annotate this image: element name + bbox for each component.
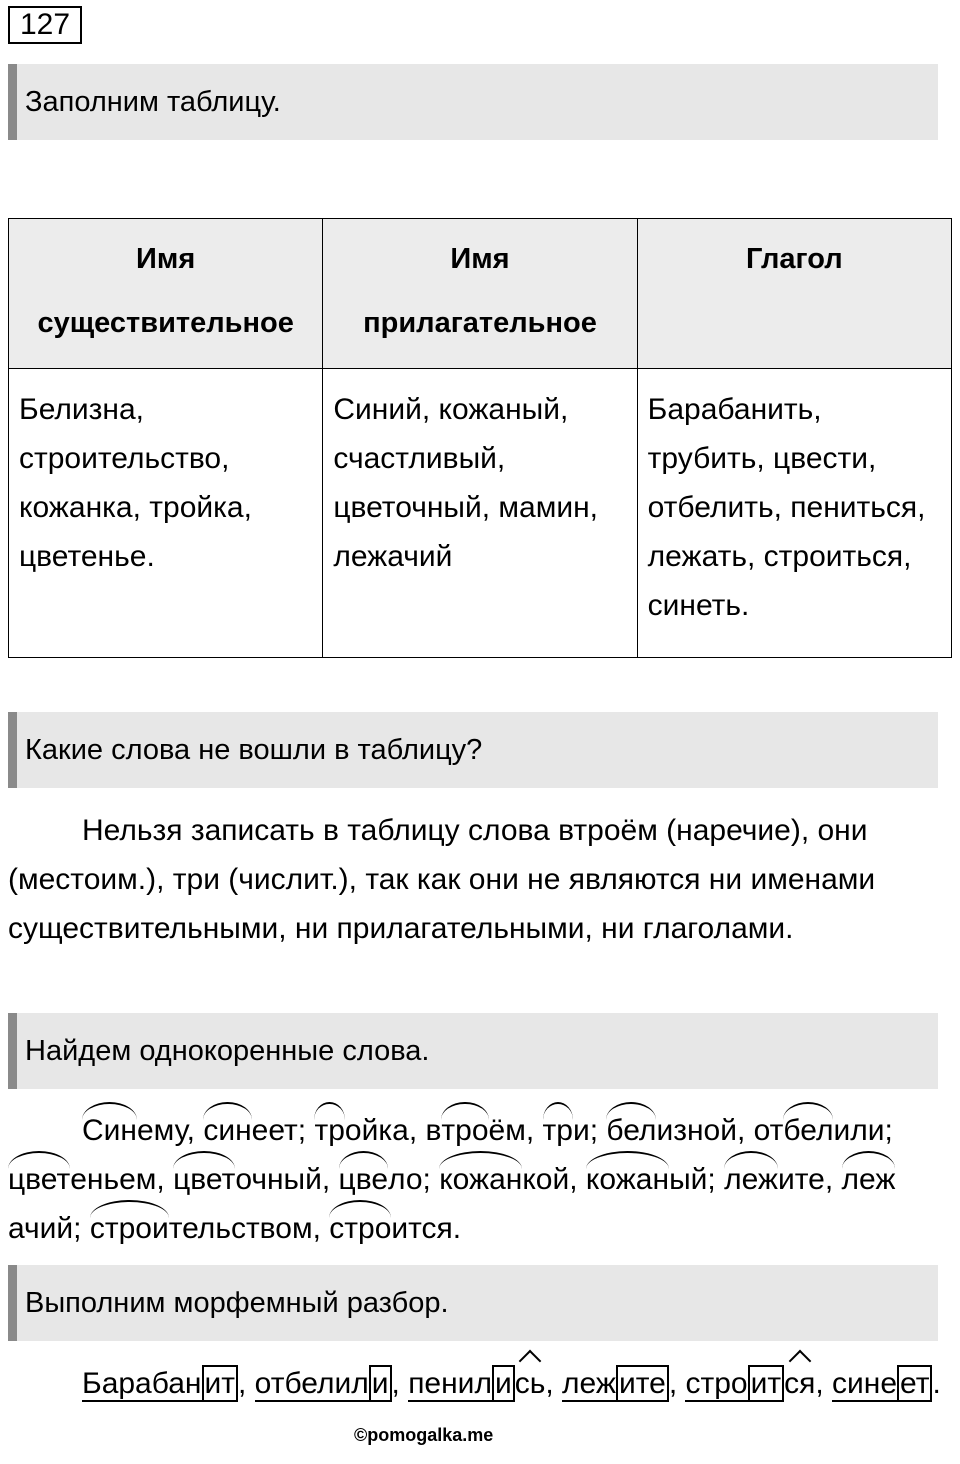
same-root-word: [425, 1114, 525, 1147]
word-rest: или: [833, 1114, 885, 1147]
word-separator: ;: [884, 1114, 893, 1147]
word-root: кожан: [586, 1155, 669, 1204]
word-root: син: [203, 1106, 251, 1155]
word-ending: и: [369, 1365, 392, 1402]
cell-nouns: Белизна, строительство, кожанка, тройка, цветенье.: [9, 369, 323, 658]
word-rest: и: [572, 1114, 590, 1147]
word-root: строи: [90, 1204, 169, 1253]
same-root-word: [329, 1212, 453, 1245]
word-rest: ойка: [344, 1114, 409, 1147]
word-separator: ;: [422, 1163, 440, 1196]
word-root: кожан: [439, 1155, 522, 1204]
morpheme-words: [8, 1359, 948, 1408]
morpheme-word: [562, 1365, 669, 1402]
word-prefix: в: [425, 1114, 442, 1147]
word-separator: ,: [156, 1163, 174, 1196]
word-separator: ,: [736, 1114, 754, 1147]
word-separator: ;: [73, 1212, 90, 1245]
word-separator: ,: [815, 1367, 833, 1400]
word-rest: кой: [522, 1163, 570, 1196]
morpheme-word: [685, 1367, 815, 1400]
same-root-words: [8, 1106, 948, 1253]
morpheme-word: [408, 1367, 545, 1400]
word-root: бел: [783, 1106, 833, 1155]
word-rest: изной: [656, 1114, 737, 1147]
section-title-same-root: Найдем однокоренные слова.: [8, 1013, 938, 1089]
word-ending: ите: [616, 1365, 669, 1402]
table-header-row: [9, 219, 952, 369]
word-stem: сине: [832, 1367, 898, 1400]
word-separator: .: [932, 1367, 941, 1400]
header-noun: Имя существительное: [9, 219, 323, 369]
word-postfix: ся: [784, 1359, 815, 1408]
word-rest: ему: [137, 1114, 187, 1147]
word-rest: ём: [488, 1114, 526, 1147]
word-separator: ,: [408, 1114, 426, 1147]
cell-verbs: Барабанить, трубить, цвести, отбелить, пениться, лежать, строиться, синеть.: [637, 369, 951, 658]
same-root-word: [82, 1114, 187, 1147]
word-rest: тельством: [168, 1212, 313, 1245]
header-adjective: Имя прилагательное: [323, 219, 637, 369]
word-root: цвет: [8, 1155, 70, 1204]
word-root: тр: [314, 1106, 344, 1155]
word-stem: отбелил: [254, 1367, 369, 1400]
page-number: 127: [8, 6, 82, 44]
missing-words-paragraph: [8, 806, 948, 953]
word-separator: ,: [321, 1163, 339, 1196]
cell-adjectives: Синий, кожаный, счастливый, цветочный, мамин, лежачий: [323, 369, 637, 658]
word-root: Син: [82, 1106, 137, 1155]
word-rest: еет: [251, 1114, 298, 1147]
word-stem: Барабан: [82, 1367, 202, 1400]
word-root: леж: [842, 1155, 896, 1204]
word-separator: ,: [525, 1114, 543, 1147]
morpheme-word: [832, 1365, 932, 1402]
word-rest: ый: [669, 1163, 708, 1196]
word-prefix: от: [753, 1114, 784, 1147]
word-root: леж: [724, 1155, 778, 1204]
word-separator: ,: [312, 1212, 330, 1245]
missing-words-text: Нельзя записать в таблицу слова втроём (наречие), они (местоим.), три (числит.), так как они не являются ни именами существительными, ни прилагательными, ни глаголами.: [8, 814, 876, 945]
word-ending: ет: [897, 1365, 932, 1402]
word-rest: ится: [391, 1212, 453, 1245]
same-root-word: [173, 1163, 322, 1196]
same-root-word: [439, 1163, 569, 1196]
word-separator: ;: [707, 1163, 725, 1196]
morpheme-word: [255, 1365, 392, 1402]
same-root-word: [754, 1114, 885, 1147]
same-root-word: [314, 1114, 408, 1147]
word-ending: ит: [748, 1365, 785, 1402]
section-title-morpheme-analysis: Выполним морфемный разбор.: [8, 1265, 938, 1341]
morpheme-word: [82, 1365, 238, 1402]
same-root-word: [543, 1114, 590, 1147]
word-separator: ,: [668, 1367, 686, 1400]
word-rest: очный: [235, 1163, 322, 1196]
same-root-word: [203, 1114, 297, 1147]
word-root: бел: [606, 1106, 656, 1155]
same-root-word: [90, 1212, 313, 1245]
word-root: цве: [339, 1155, 388, 1204]
word-ending: ит: [202, 1365, 239, 1402]
word-separator: ,: [545, 1367, 563, 1400]
header-verb: Глагол: [637, 219, 951, 369]
word-rest: ите: [777, 1163, 825, 1196]
word-ending: и: [492, 1365, 515, 1402]
same-root-word: [8, 1163, 156, 1196]
word-stem: леж: [562, 1367, 616, 1400]
word-separator: ,: [238, 1367, 255, 1400]
parts-of-speech-table: [8, 218, 952, 658]
word-stem: стро: [685, 1367, 748, 1400]
word-rest: ло: [388, 1163, 423, 1196]
word-root: тр: [543, 1106, 573, 1155]
site-watermark: ©pomogalka.me: [354, 1425, 494, 1445]
word-rest: еньем: [70, 1163, 157, 1196]
word-rest: ачий: [8, 1212, 74, 1245]
word-separator: ;: [297, 1114, 315, 1147]
word-separator: .: [452, 1212, 462, 1245]
word-separator: ,: [186, 1114, 204, 1147]
word-root: цвет: [173, 1155, 235, 1204]
same-root-word: [606, 1114, 737, 1147]
section-title-missing-words: Какие слова не вошли в таблицу?: [8, 712, 938, 788]
word-separator: ,: [391, 1367, 409, 1400]
word-stem: пенил: [408, 1367, 492, 1400]
table-row: [9, 369, 952, 658]
word-root: тро: [441, 1106, 488, 1155]
same-root-word: [586, 1163, 707, 1196]
same-root-word: [339, 1163, 423, 1196]
same-root-word: [724, 1163, 825, 1196]
word-postfix: сь: [515, 1359, 546, 1408]
word-separator: ;: [589, 1114, 607, 1147]
word-separator: ,: [824, 1163, 842, 1196]
word-root: стро: [329, 1204, 391, 1253]
section-title-fill-table: Заполним таблицу.: [8, 64, 938, 140]
word-separator: ,: [569, 1163, 586, 1196]
